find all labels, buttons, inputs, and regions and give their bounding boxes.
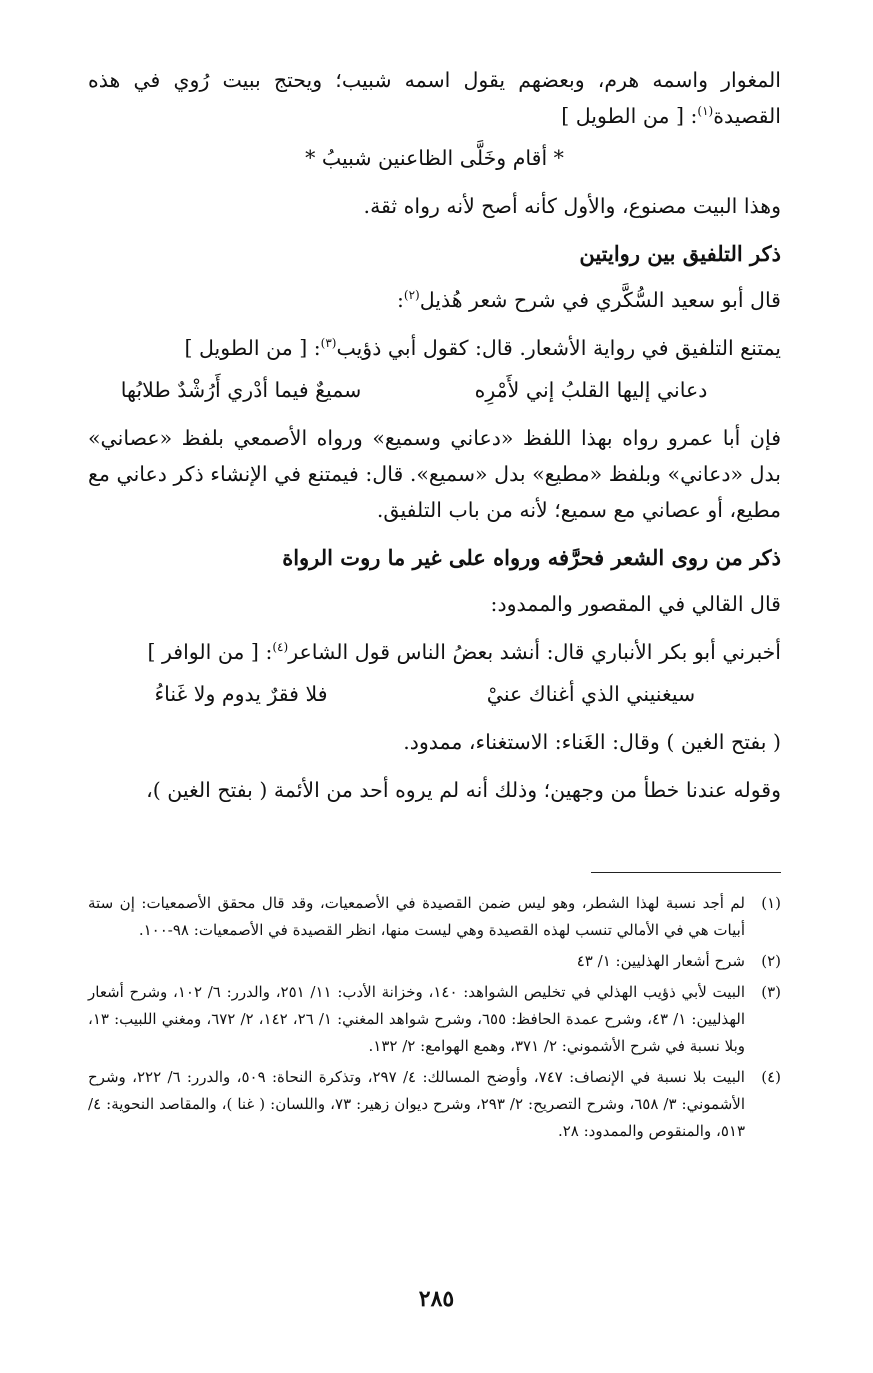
- paragraph-3-text: قال أبو سعيد السُّكَّري في شرح شعر هُذيل: [419, 288, 781, 312]
- verse-1-second-hemistich: سميعٌ فيما أدْري أَرُشْدٌ طلابُها: [120, 378, 362, 402]
- paragraph-3: [88, 282, 781, 318]
- section-heading-1: ذكر التلفيق بين روايتين: [579, 241, 781, 266]
- paragraph-9: وقوله عندنا خطأ من وجهين؛ وذلك أنه لم يروه أحد من الأئمة ( بفتح الغين )،: [146, 778, 781, 802]
- meter-label-2: : [ من الطويل ]: [184, 336, 321, 360]
- footnotes: [88, 890, 781, 1149]
- main-text: [88, 62, 781, 808]
- paragraph-8: ( بفتح الغين ) وقال: الغَناء: الاستغناء، ممدود.: [403, 730, 781, 754]
- paragraph-4: [88, 330, 781, 366]
- verse-2: [88, 676, 781, 712]
- footnote-3: [88, 979, 781, 1060]
- footnote-text: شرح أشعار الهذليين: ١/ ٤٣: [576, 952, 745, 970]
- page-number: ٢٨٥: [418, 1286, 455, 1312]
- paragraph-5: فإن أبا عمرو رواه بهذا اللفظ «دعاني وسميع» ورواه الأصمعي بلفظ «عصاني» بدل «دعاني» وبلفظ «مطيع» بدل «سميع». قال: فيمتنع في الإنشاء ذكر دعاني مع مطيع، أو عصاني مع سميع؛ لأنه من باب التلفيق.: [88, 426, 781, 522]
- footnote-1: [88, 890, 781, 944]
- paragraph-2: وهذا البيت مصنوع، والأول كأنه أصح لأنه رواه ثقة.: [363, 194, 781, 218]
- footnote-number: (٤): [761, 1068, 781, 1086]
- meter-label-3: : [ من الوافر ]: [147, 640, 273, 664]
- verse-1-first-hemistich: دعاني إليها القلبُ إني لأَمْرِه: [474, 378, 708, 402]
- footnote-text: البيت بلا نسبة في الإنصاف: ٧٤٧، وأوضح المسالك: ٤/ ٢٩٧، وتذكرة النحاة: ٥٠٩، والدرر: ٦/ ٢٢٢، وشرح الأشموني: ٣/ ٦٥٨، وشرح التصريح: ٢/ ٢٩٣، وشرح ديوان زهير: ٧٣، واللسان: ( غنا )، والمقاصد النحوية: ٤/ ٥١٣، والمنقوص والممدود: ٢٨.: [88, 1068, 746, 1140]
- paragraph-6: قال القالي في المقصور والممدود:: [490, 592, 781, 616]
- verse-single: * أقام وخَلَّى الظاعنين شبيبُ *: [305, 146, 564, 170]
- paragraph-7-text: أخبرني أبو بكر الأنباري قال: أنشد بعضُ الناس قول الشاعر: [288, 640, 781, 664]
- paragraph-1: [88, 62, 781, 134]
- paragraph-1-text: المغوار واسمه هرم، وبعضهم يقول اسمه شبيب؛ ويحتج ببيت رُوي في هذه القصيدة: [88, 68, 781, 128]
- footnote-4: [88, 1064, 781, 1145]
- footnote-ref-4[interactable]: (٤): [272, 640, 289, 655]
- section-heading-2: ذكر من روى الشعر فحرَّفه ورواه على غير ما روت الرواة: [282, 545, 781, 570]
- footnote-text: البيت لأبي ذؤيب الهذلي في تخليص الشواهد: ١٤٠، وخزانة الأدب: ١١/ ٢٥١، والدرر: ٦/ ١٠٢، وشرح أشعار الهذليين: ١/ ٤٣، وشرح عمدة الحافظ: ٦٥٥، وشرح شواهد المغني: ١/ ٢٦، ١٤٢، ٢/ ٦٧٢، ومغني اللبيب: ١٣، وبلا نسبة في شرح الأشموني: ٢/ ٣٧١، وهمع الهوامع: ٢/ ١٣٢.: [88, 983, 746, 1055]
- meter-label-1: : [ من الطويل ]: [561, 104, 698, 128]
- footnote-separator: [591, 872, 781, 873]
- paragraph-3-colon: :: [396, 288, 404, 312]
- footnote-number: (١): [761, 894, 781, 912]
- paragraph-7: [88, 634, 781, 670]
- footnote-number: (٣): [761, 983, 781, 1001]
- verse-1: [88, 372, 781, 408]
- paragraph-4-text: يمتنع التلفيق في رواية الأشعار. قال: كقول أبي ذؤيب: [336, 336, 781, 360]
- footnote-number: (٢): [761, 952, 781, 970]
- footnote-text: لم أجد نسبة لهذا الشطر، وهو ليس ضمن القصيدة في الأصمعيات، وقد قال محقق الأصمعيات: إن ستة أبيات هي في الأمالي تنسب لهذه القصيدة وهي ليست منها، انظر القصيدة في الأصمعيات: ٩٨-١٠٠.: [88, 894, 745, 939]
- footnote-2: [88, 948, 781, 975]
- verse-2-second-hemistich: فلا فقرٌ يدوم ولا غَناءُ: [154, 682, 328, 706]
- footnote-ref-2[interactable]: (٢): [403, 288, 420, 303]
- footnote-ref-3[interactable]: (٣): [320, 336, 337, 351]
- verse-2-first-hemistich: سيغنيني الذي أغناك عنيْ: [486, 682, 696, 706]
- footnote-ref-1[interactable]: (١): [697, 104, 714, 119]
